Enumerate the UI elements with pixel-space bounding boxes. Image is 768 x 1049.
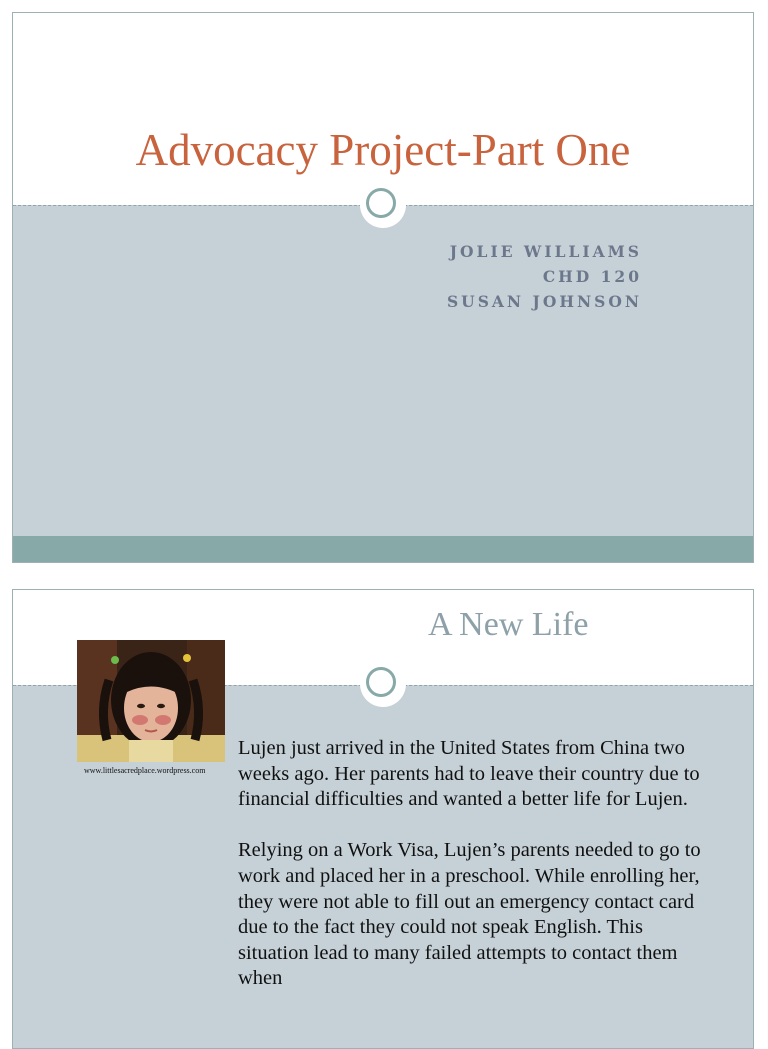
paragraph-1: Lujen just arrived in the United States from China two weeks ago. Her parents had to leave their country due to financial difficulties and wanted a better life for Lujen. <box>238 737 700 811</box>
slide-1 <box>12 12 754 563</box>
circle-ornament-icon <box>360 661 406 707</box>
slide-1-title: Advocacy Project-Part One <box>135 125 631 175</box>
slide-2-title: A New Life <box>428 606 589 643</box>
slide-2 <box>12 589 754 1049</box>
author-name: JOLIE WILLIAMS <box>449 242 642 261</box>
course-code: CHD 120 <box>542 267 642 286</box>
slide-1-subtitle <box>447 239 642 314</box>
paragraph-2: Relying on a Work Visa, Lujen’s parents needed to go to work and placed her in a preschool. While enrolling her, they were not able to fill out an emergency contact card due to the fact they could not speak English. This situation lead to many failed attempts to contact them when <box>238 839 701 990</box>
instructor-name: SUSAN JOHNSON <box>446 292 642 311</box>
photo-caption: www.littlesacredplace.wordpress.com <box>84 766 206 775</box>
slide-1-bottom-bar <box>13 536 753 562</box>
slide-2-body <box>238 736 708 1018</box>
circle-ornament-icon <box>360 182 406 228</box>
child-photo <box>77 640 225 762</box>
